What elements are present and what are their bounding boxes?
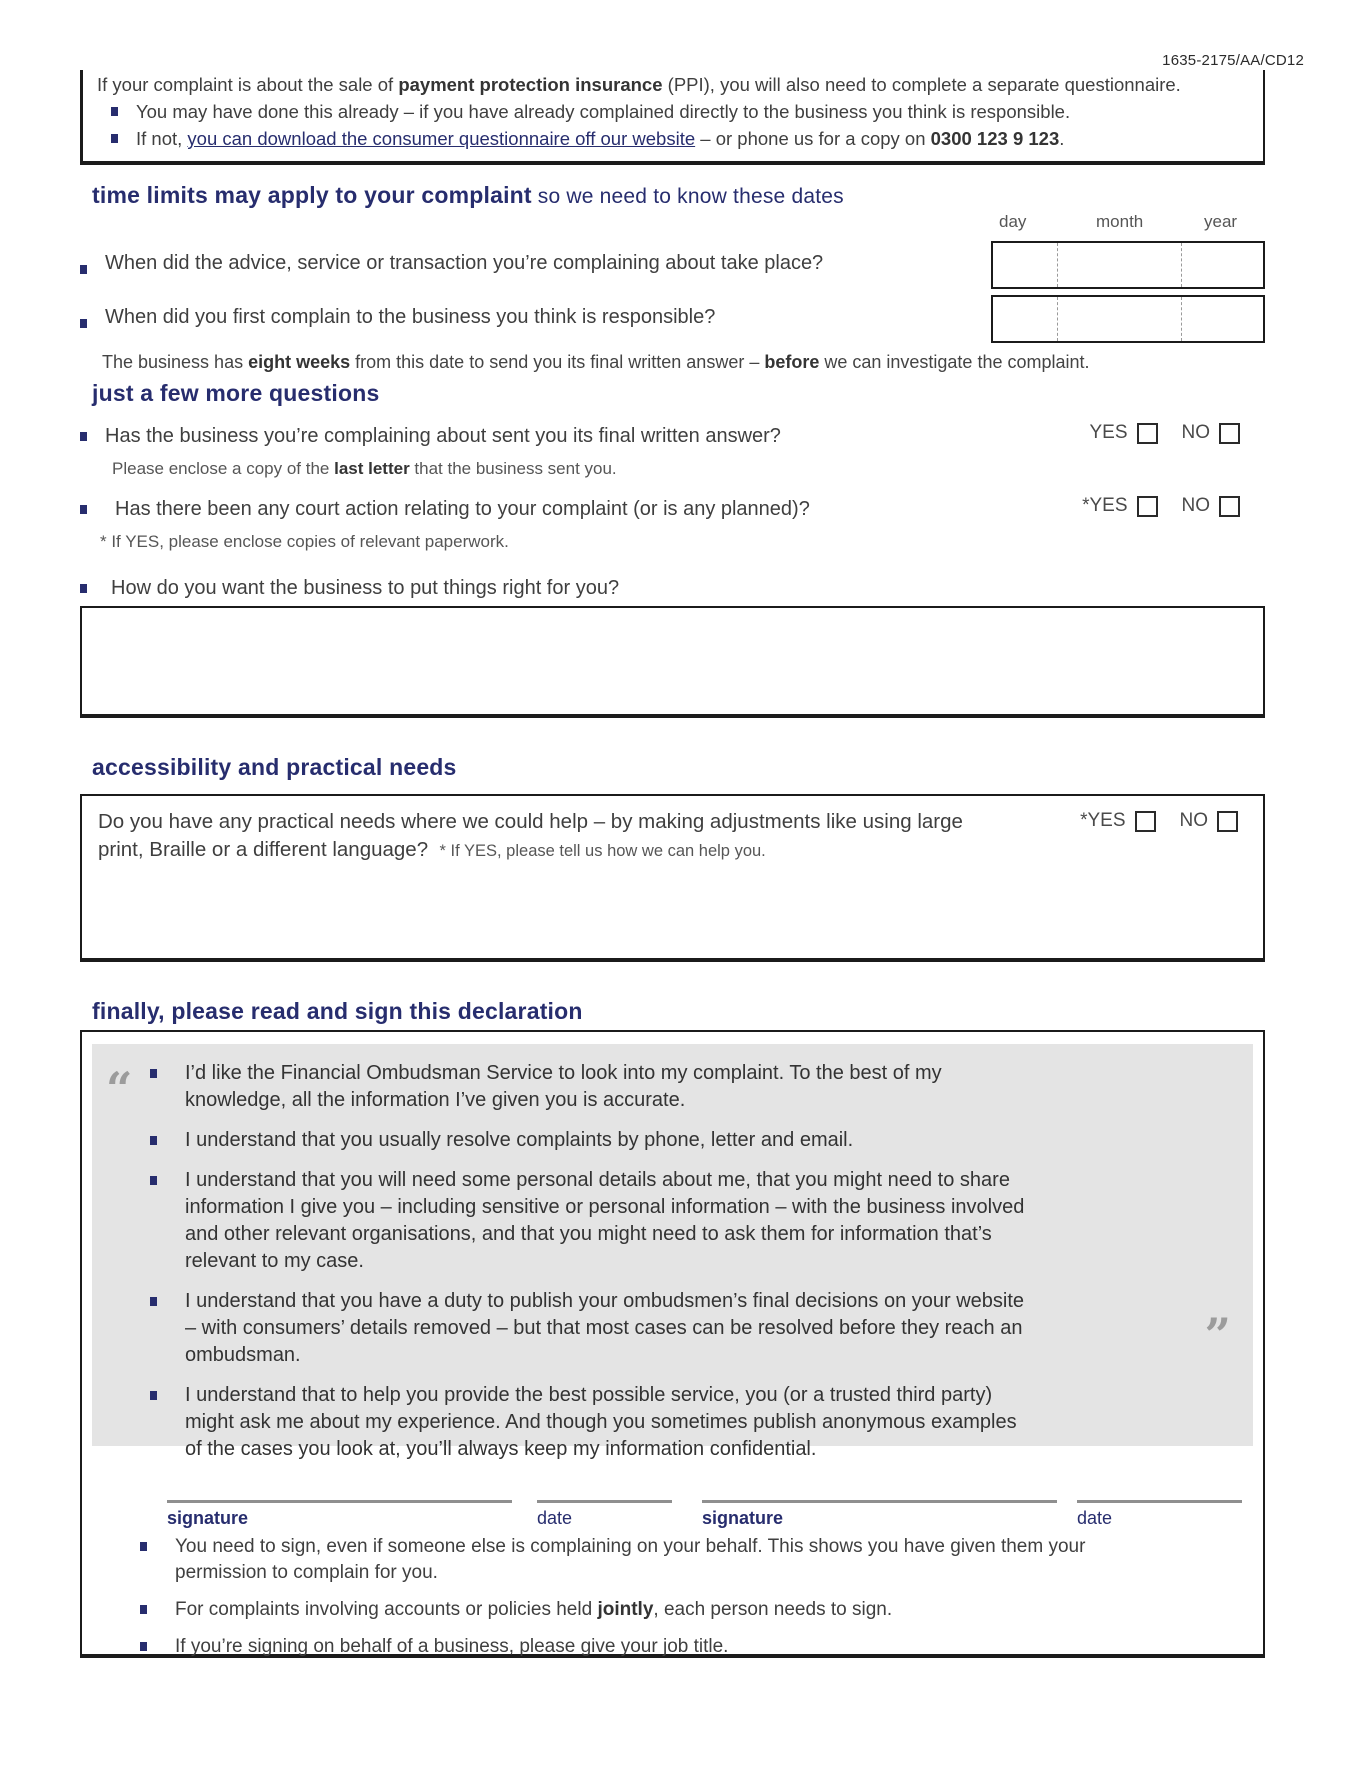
question-first-complaint-date: When did you first complain to the business you think is responsible? <box>105 306 716 328</box>
court-action-subnote: * If YES, please enclose copies of relevant paperwork. <box>100 532 509 551</box>
ppi-bullet-2-text: If not, you can download the consumer questionnaire off our website – or phone us for a copy on 0300 123 9 123. <box>136 128 1065 149</box>
yes-checkbox[interactable] <box>1135 811 1156 832</box>
eight-weeks-note: The business has eight weeks from this date to send you its final written answer – before we can investigate the complaint. <box>102 352 1090 372</box>
accessibility-hint: * If YES, please tell us how we can help you. <box>439 842 766 860</box>
ppi-intro-text: If your complaint is about the sale of payment protection insurance (PPI), you will also need to complete a separate questionnaire. <box>97 74 1181 95</box>
declaration-statement-panel <box>92 1044 1253 1460</box>
accessibility-question: Do you have any practical needs where we could help – by making adjustments like using large print, Braille or a different language? * If YES, please tell us how we can help you. <box>98 810 963 861</box>
accessibility-heading: accessibility and practical needs <box>92 754 457 780</box>
signing-note-2: For complaints involving accounts or policies held jointly, each person needs to sign. <box>140 1597 1223 1623</box>
yes-label: *YES <box>1082 495 1128 516</box>
declaration-heading: finally, please read and sign this declaration <box>92 998 583 1024</box>
more-questions-heading: just a few more questions <box>92 380 380 406</box>
no-checkbox[interactable] <box>1217 811 1238 832</box>
bullet-icon <box>150 1391 157 1400</box>
declaration-bullet-4: I understand that you have a duty to publish your ombudsmen’s final decisions on your website – with consumers’ details removed – but that most cases can be resolved before they reach an ombudsman. <box>142 1288 1103 1369</box>
ppi-bullet-2 <box>97 126 1249 151</box>
declaration-bullet-3: I understand that you will need some personal details about me, that you might need to share information I give you – including sensitive or personal information – with the business involved and other relevant organisations, and that you might need to ask them for information that’s relevant to my case. <box>142 1167 1103 1275</box>
accessibility-yes-no-group <box>1080 810 1238 832</box>
question-transaction-date: When did the advice, service or transaction you’re complaining about take place? <box>105 252 824 274</box>
question-row-court-action <box>80 497 1265 521</box>
date-line-1[interactable] <box>537 1500 672 1503</box>
final-answer-subnote: Please enclose a copy of the last letter that the business sent you. <box>112 459 617 478</box>
year-label: year <box>1204 212 1238 231</box>
no-label: NO <box>1181 422 1210 443</box>
signature-line-1[interactable] <box>167 1500 512 1503</box>
bullet-icon <box>80 432 87 441</box>
close-quote-icon: ” <box>1204 1308 1231 1362</box>
bullet-icon <box>80 584 87 593</box>
bullet-icon <box>111 107 118 116</box>
first-complaint-date-input[interactable] <box>991 295 1265 343</box>
day-cell[interactable] <box>993 297 1057 341</box>
accessibility-box <box>80 794 1265 962</box>
month-label: month <box>1096 212 1144 231</box>
time-limits-subheading: so we need to know these dates <box>537 185 844 208</box>
no-label: NO <box>1179 810 1208 831</box>
signing-notes <box>140 1534 1223 1671</box>
signing-note-3: If you’re signing on behalf of a business, please give your job title. <box>140 1634 1223 1660</box>
bullet-icon <box>111 134 118 143</box>
month-cell[interactable] <box>1057 297 1181 341</box>
question-final-answer: Has the business you’re complaining about sent you its final written answer? <box>105 425 781 447</box>
bullet-icon <box>150 1069 157 1078</box>
bullet-icon <box>140 1605 147 1614</box>
date-label-2: date <box>1077 1508 1113 1528</box>
declaration-box <box>80 1030 1265 1658</box>
question-court-action: Has there been any court action relating to your complaint (or is any planned)? <box>115 498 810 520</box>
bullet-icon <box>80 505 87 514</box>
declaration-bullet-5: I understand that to help you provide the best possible service, you (or a trusted third party) might ask me about my experience. And though you sometimes publish anonymous examples of the cases you look at, you’ll always keep my information confidential. <box>142 1382 1103 1463</box>
no-checkbox[interactable] <box>1219 496 1240 517</box>
no-checkbox[interactable] <box>1219 423 1240 444</box>
yes-checkbox[interactable] <box>1137 496 1158 517</box>
bullet-icon <box>150 1136 157 1145</box>
signature-label-2: signature <box>702 1508 784 1528</box>
court-action-yes-no-group <box>1082 495 1240 517</box>
day-label: day <box>999 212 1027 231</box>
form-reference-code: 1635-2175/AA/CD12 <box>1162 52 1304 69</box>
signature-label-1: signature <box>167 1508 249 1528</box>
bullet-icon <box>150 1176 157 1185</box>
transaction-date-input[interactable] <box>991 241 1265 289</box>
accessibility-answer-area[interactable] <box>84 868 1261 956</box>
ppi-bullet-1 <box>97 99 1249 124</box>
time-limits-heading: time limits may apply to your complaint so we need to know these dates <box>92 182 844 208</box>
ppi-info-box <box>80 70 1265 165</box>
download-questionnaire-link[interactable]: you can download the consumer questionnaire off our website <box>187 128 696 149</box>
month-cell[interactable] <box>1057 243 1181 287</box>
yes-label: *YES <box>1080 810 1126 831</box>
question-row-put-things-right <box>80 576 1265 600</box>
day-cell[interactable] <box>993 243 1057 287</box>
question-row-transaction-date <box>80 241 1265 289</box>
bullet-icon <box>140 1642 147 1651</box>
yes-label: YES <box>1089 422 1128 443</box>
open-quote-icon: “ <box>106 1062 133 1116</box>
date-line-2[interactable] <box>1077 1500 1242 1503</box>
declaration-bullet-2: I understand that you usually resolve complaints by phone, letter and email. <box>142 1127 1103 1154</box>
signing-note-1: You need to sign, even if someone else is complaining on your behalf. This shows you have given them your permission to complain for you. <box>140 1534 1223 1586</box>
no-label: NO <box>1181 495 1210 516</box>
ppi-bullet-1-text: You may have done this already – if you have already complained directly to the business you think is responsible. <box>136 101 1071 122</box>
put-things-right-answer-box[interactable] <box>80 606 1265 718</box>
question-put-things-right: How do you want the business to put things right for you? <box>111 577 620 599</box>
final-answer-yes-no-group <box>1089 422 1240 444</box>
bullet-icon <box>80 319 87 328</box>
question-row-final-answer <box>80 424 1265 448</box>
year-cell[interactable] <box>1181 243 1263 287</box>
declaration-bullet-1: I’d like the Financial Ombudsman Service to look into my complaint. To the best of my knowledge, all the information I’ve given you is accurate. <box>142 1060 1103 1114</box>
yes-checkbox[interactable] <box>1137 423 1158 444</box>
bullet-icon <box>140 1542 147 1551</box>
bullet-icon <box>150 1297 157 1306</box>
question-row-first-complaint-date <box>80 295 1265 343</box>
date-label-1: date <box>537 1508 573 1528</box>
year-cell[interactable] <box>1181 297 1263 341</box>
bullet-icon <box>80 265 87 274</box>
signature-line-2[interactable] <box>702 1500 1057 1503</box>
